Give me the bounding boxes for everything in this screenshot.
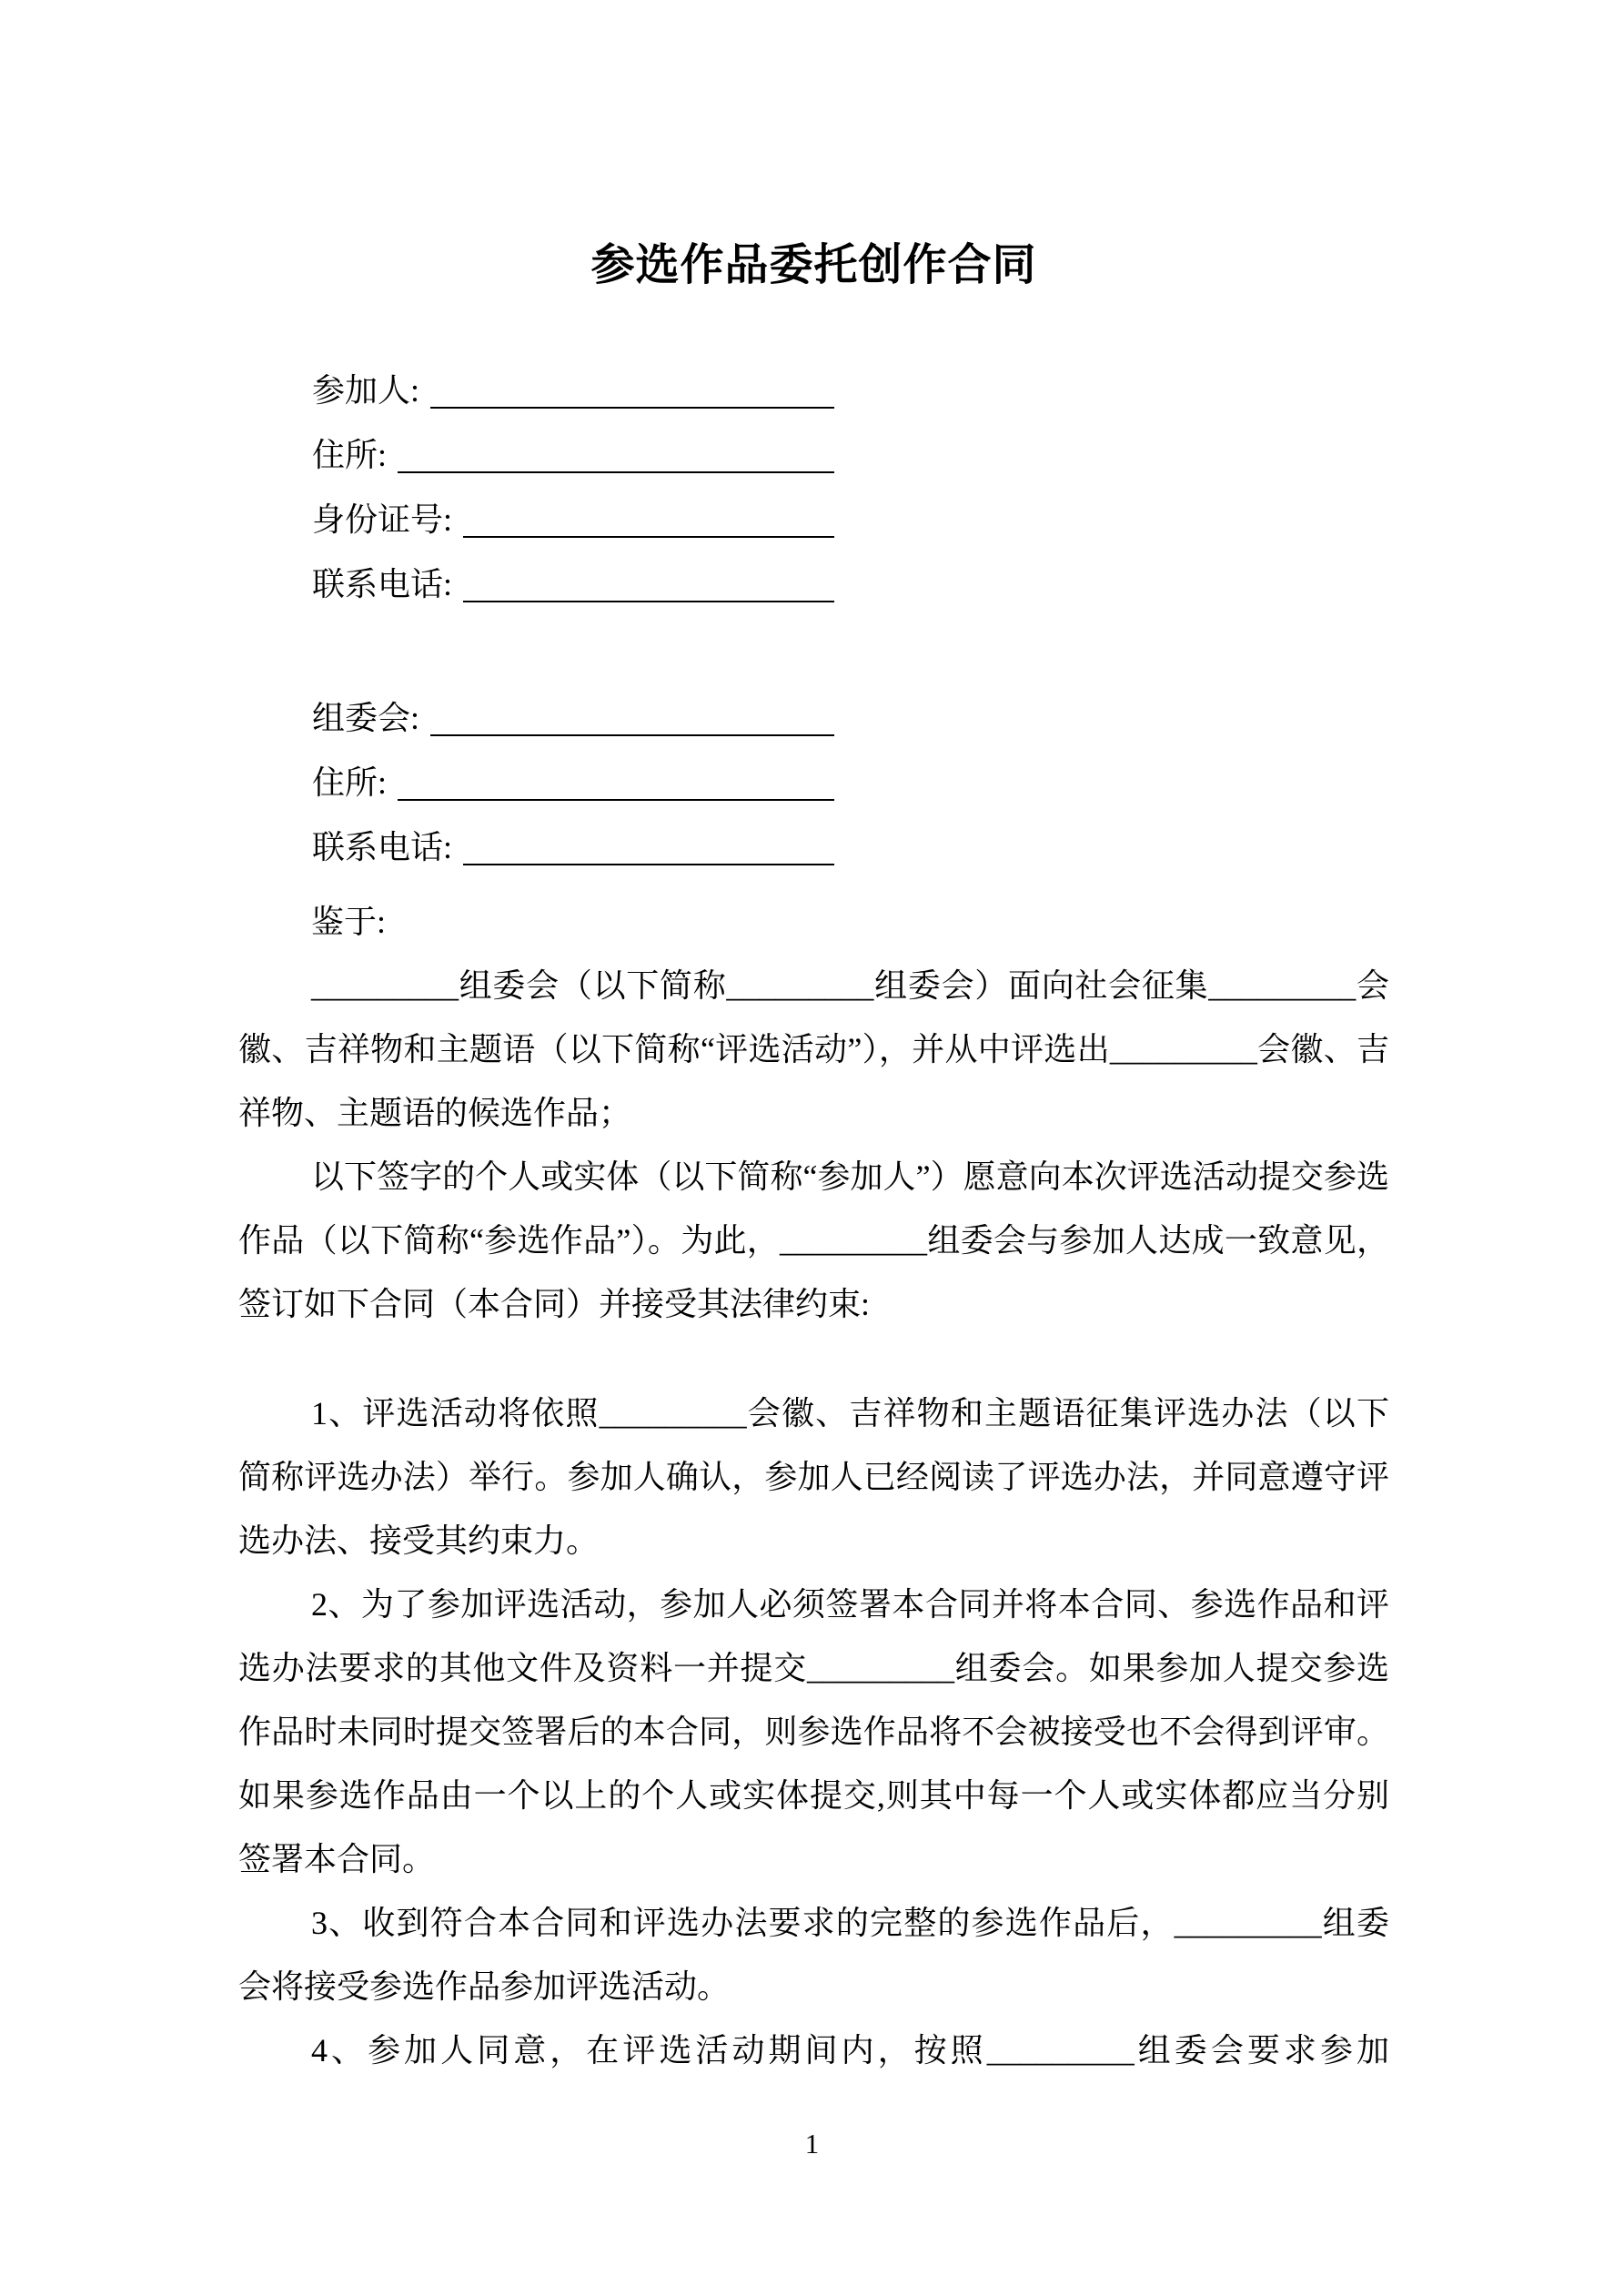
fill-in-line [430, 698, 834, 736]
fill-in-line [398, 435, 834, 473]
form-row-committee-phone [238, 815, 1389, 880]
field-label: 参加人: [312, 372, 420, 409]
form-row-committee-address [238, 751, 1389, 815]
recital-1: _________组委会（以下简称_________组委会）面向社会征集_________会徽、吉祥物和主题语（以下简称“评选活动”），并从中评选出_________会徽、吉祥物、主题语的候选作品； [238, 967, 1389, 1131]
fill-in-line [463, 500, 834, 538]
fill-in-line [398, 763, 834, 801]
form-row-participant-id-number [238, 488, 1389, 552]
fill-in-line [430, 370, 834, 409]
whereas-heading: 鉴于: [311, 904, 387, 940]
fill-in-line [463, 827, 834, 865]
field-label: 住所: [312, 764, 388, 801]
field-label: 联系电话: [312, 566, 453, 602]
recital-2: 以下签字的个人或实体（以下简称“参加人”）愿意向本次评选活动提交参选作品（以下简称“参选作品”）。为此，_________组委会与参加人达成一致意见，签订如下合同（本合同）并接受其法律约束: [238, 1158, 1389, 1322]
fill-in-line [463, 564, 834, 602]
clause-1: 1、评选活动将依照_________会徽、吉祥物和主题语征集评选办法（以下简称评选办法）举行。参加人确认，参加人已经阅读了评选办法，并同意遵守评选办法、接受其约束力。 [238, 1395, 1389, 1559]
document-title: 参选作品委托创作合同 [590, 241, 1037, 289]
form-row-participant-address [238, 423, 1389, 488]
clause-2: 2、为了参加评选活动，参加人必须签署本合同并将本合同、参选作品和评选办法要求的其他文件及资料一并提交_________组委会。如果参加人提交参选作品时未同时提交签署后的本合同，则参选作品将不会被接受也不会得到评审。如果参选作品由一个以上的个人或实体提交,则其中每一个人或实体都应当分别签署本合同。 [238, 1586, 1389, 1877]
section-spacer [238, 1336, 1389, 1381]
clause-4: 4、参加人同意，在评选活动期间内，按照_________组委会要求参加 [311, 2032, 1389, 2068]
field-label: 联系电话: [312, 829, 453, 865]
field-label: 身份证号: [312, 501, 453, 538]
page-number: 1 [804, 2128, 820, 2159]
field-label: 组委会: [312, 700, 420, 736]
form-row-committee-name [238, 686, 1389, 751]
contract-body [238, 890, 1389, 2082]
clause-3: 3、收到符合本合同和评选办法要求的完整的参选作品后，_________组委会将接受参选作品参加评选活动。 [238, 1905, 1389, 2005]
committee-info-block [238, 686, 1389, 880]
form-row-participant-phone [238, 552, 1389, 617]
form-row-participant-name [238, 359, 1389, 423]
field-label: 住所: [312, 437, 388, 473]
participant-info-block [238, 359, 1389, 617]
